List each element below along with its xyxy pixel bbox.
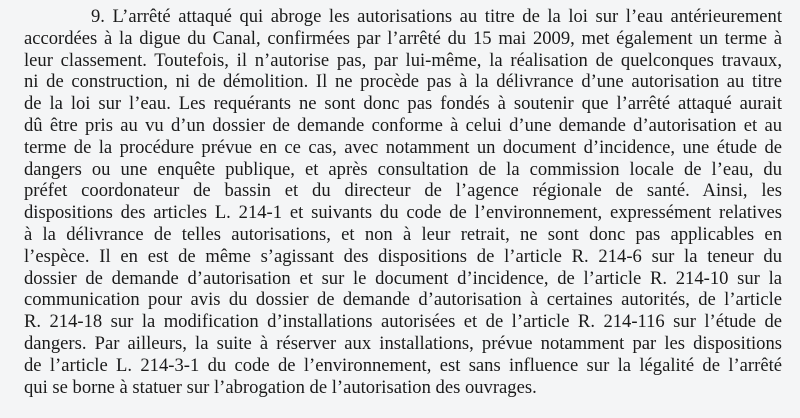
text-line-10: dispositions des articles L. 214-1 et suivants du code de l’environnement, expressément relatives [24,202,782,224]
text-line-7: terme de la procédure prévue en ce cas, avec notamment un document d’incidence, une étude de [24,136,782,158]
text-line-16: dangers. Par ailleurs, la suite à réserver aux installations, prévue notamment par les dispositions [24,332,782,354]
text-line-3: leur classement. Toutefois, il n’autorise pas, par lui-même, la réalisation de quelconques travaux, [24,49,782,71]
text-line-1-body: L’arrêté attaqué qui abroge les autorisations au titre de la loi sur l’eau antérieurement [112,6,782,27]
text-line-15: R. 214-18 sur la modification d’installations autorisées et de l’article R. 214-116 sur l’étude de [24,311,782,333]
text-line-1 [24,6,782,28]
text-line-11: à la délivrance de telles autorisations, et non à leur retrait, ne sont donc pas applicables en [24,223,782,245]
text-line-14: communication pour avis du dossier de demande d’autorisation à certaines autorités, de l’article [24,289,782,311]
text-line-2: accordées à la digue du Canal, confirmées par l’arrêté du 15 mai 2009, met également un terme à [24,27,782,49]
text-line-8: dangers ou une enquête publique, et après consultation de la commission locale de l’eau, du [24,158,782,180]
text-line-9: préfet coordonateur de bassin et du directeur de l’agence régionale de santé. Ainsi, les [24,180,782,202]
text-line-5: de la loi sur l’eau. Les requérants ne sont donc pas fondés à soutenir que l’arrêté attaqué aurait [24,93,782,115]
text-line-13: dossier de demande d’autorisation et sur le document d’incidence, de l’article R. 214-10 sur la [24,267,782,289]
text-line-6: dû être pris au vu d’un dossier de demande conforme à celui d’une demande d’autorisation et au [24,114,782,136]
paragraph-number: 9. [91,6,105,27]
paragraph-9 [24,6,782,398]
text-line-18: qui se borne à statuer sur l’abrogation de l’autorisation des ouvrages. [24,376,537,398]
text-line-4: ni de construction, ni de démolition. Il ne procède pas à la délivrance d’une autorisation au titre [24,71,782,93]
text-line-17: de l’article L. 214-3-1 du code de l’environnement, est sans influence sur la légalité de l’arrêté [24,354,782,376]
text-line-12: l’espèce. Il en est de même s’agissant des dispositions de l’article R. 214-6 sur la teneur du [24,245,782,267]
